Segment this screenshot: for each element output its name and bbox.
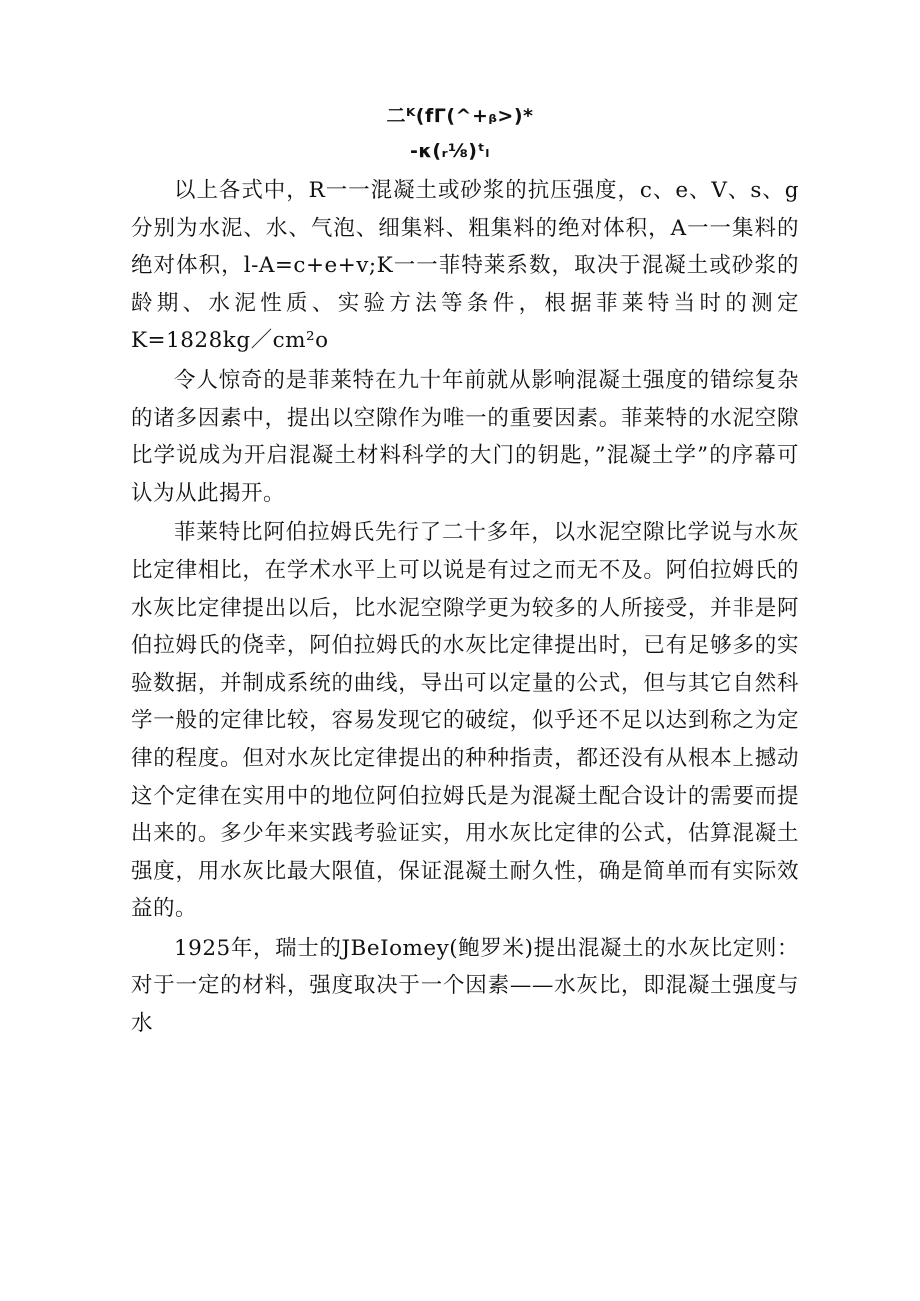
body-text xyxy=(131,172,799,1043)
formula-line-1: 二ᴷ(fΓ(^+ᵦ>)* xyxy=(386,105,534,127)
paragraph-feret-insight: 令人惊奇的是菲莱特在九十年前就从影响混凝土强度的错综复杂的诸多因素中，提出以空隙作为唯一的重要因素。菲莱特的水泥空隙比学说成为开启混凝土材料科学的大门的钥匙，”混凝土学”的序幕可认为从此揭开。 xyxy=(131,367,799,506)
paragraph-abrams-comparison: 菲莱特比阿伯拉姆氏先行了二十多年，以水泥空隙比学说与水灰比定律相比，在学术水平上可以说是有过之而无不及。阿伯拉姆氏的水灰比定律提出以后，比水泥空隙学更为较多的人所接受，并非是阿伯拉姆氏的侥幸，阿伯拉姆氏的水灰比定律提出时，已有足够多的实验数据，并制成系统的曲线，导出可以定量的公式，但与其它自然科学一般的定律比较，容易发现它的破绽，似乎还不足以达到称之为定律的程度。但对水灰比定律提出的种种指责，都还没有从根本上撼动这个定律在实用中的地位阿伯拉姆氏是为混凝土配合设计的需要而提出来的。多少年来实践考验证实，用水灰比定律的公式，估算混凝土强度，用水灰比最大限值，保证混凝土耐久性，确是简单而有实际效益的。 xyxy=(131,520,799,922)
paragraph-variable-definitions: 以上各式中，R一一混凝土或砂浆的抗压强度，c、e、V、s、g分别为水泥、水、气泡、细集料、粗集料的绝对体积，A一一集料的绝对体积，l-A=c+e+v;K一一菲特莱系数，取决于混凝土或砂浆的龄期、水泥性质、实验方法等条件，根据菲莱特当时的测定K=1828kg／cm²o xyxy=(131,178,799,354)
formula-line-2: -κ(ᵣ⅛)ᵗₗ xyxy=(410,140,490,162)
paragraph-bolomey-rule: 1925年，瑞士的JBeIomey(鲍罗米)提出混凝土的水灰比定则：对于一定的材料，强度取决于一个因素——水灰比，即混凝土强度与水 xyxy=(131,935,799,1037)
